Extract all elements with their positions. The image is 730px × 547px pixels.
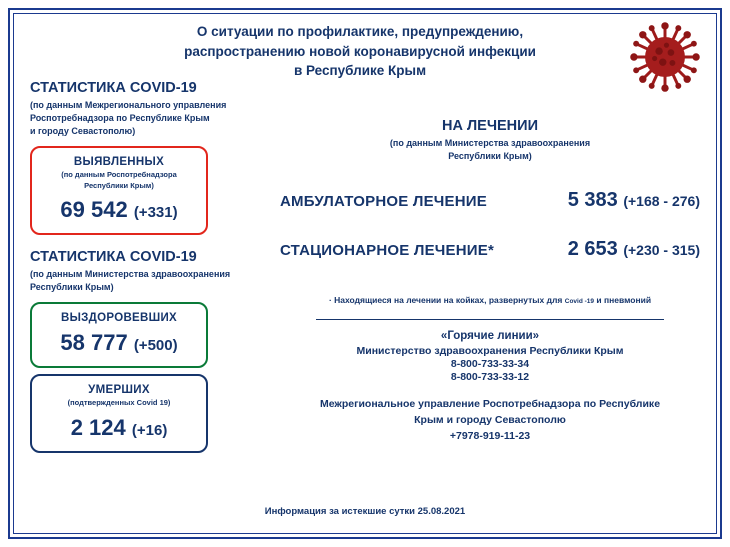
stat-box-deaths-value: 2 124 bbox=[70, 414, 126, 440]
section-subtitle-1-line3: и городу Севастополю) bbox=[30, 126, 136, 137]
hotlines-org-rospotreb bbox=[280, 397, 700, 429]
stat-box-deaths-label: УМЕРШИХ bbox=[88, 384, 150, 397]
stat-box-detected bbox=[30, 146, 208, 235]
stat-box-recovered-label: ВЫЗДОРОВЕВШИХ bbox=[60, 312, 178, 325]
footnote-part-2: и пневмоний bbox=[596, 295, 652, 306]
stat-box-recovered bbox=[30, 302, 208, 368]
stat-box-deaths-value-row bbox=[38, 415, 200, 441]
treatment-outpatient-value: 5 383 bbox=[567, 189, 618, 212]
hotlines-org-rospotreb-line1: Межрегиональное управление Роспотребнадзора по Республике bbox=[319, 398, 661, 411]
treatment-outpatient-delta: (+168 - 276) bbox=[623, 193, 700, 210]
coronavirus-icon bbox=[628, 20, 702, 94]
section-subtitle-1-line1: (по данным Межрегионального управления bbox=[30, 100, 227, 110]
stat-box-recovered-value-row bbox=[38, 330, 200, 356]
hotlines-phone-3: +7978-919-11-23 bbox=[449, 429, 531, 442]
hotlines-block bbox=[280, 330, 700, 442]
footnote-part-1: · Находящиеся на лечении на койках, развернутых для bbox=[328, 295, 563, 306]
hotlines-phone-1: 8-800-733-33-34 bbox=[450, 358, 530, 371]
footnote-small: Covid -19 bbox=[564, 298, 595, 306]
hotlines-org-rospotreb-line2: Крым и городу Севастополю bbox=[414, 413, 566, 426]
treatment-subtitle-line1: (по данным Министерства здравоохранения bbox=[389, 138, 591, 148]
section-divider bbox=[316, 319, 664, 320]
stat-box-recovered-value: 58 777 bbox=[60, 330, 128, 356]
title-line-3: в Республике Крым bbox=[293, 63, 427, 79]
stat-box-detected-value: 69 542 bbox=[60, 197, 128, 223]
section-subtitle-2 bbox=[30, 268, 270, 294]
title-line-2: распространению новой коронавирусной инфекции bbox=[184, 43, 536, 59]
hotlines-title: «Горячие линии» bbox=[440, 330, 540, 343]
page-title bbox=[150, 22, 570, 81]
stat-box-detected-value-row bbox=[38, 197, 200, 223]
stat-box-deaths-delta: (+16) bbox=[131, 421, 168, 439]
treatment-outpatient-label: АМБУЛАТОРНОЕ ЛЕЧЕНИЕ bbox=[280, 193, 487, 211]
stat-box-detected-label: ВЫЯВЛЕННЫХ bbox=[73, 156, 165, 169]
section-covid-stat-rospotreb bbox=[30, 80, 270, 235]
left-statistics-column bbox=[30, 80, 270, 453]
hotlines-org-minzdrav: Министерство здравоохранения Республики Крым bbox=[356, 345, 624, 358]
stat-box-deaths-sub-line1: (подтвержденных Covid 19) bbox=[67, 398, 171, 408]
footer-date: Информация за истекшие сутки 25.08.2021 bbox=[264, 506, 466, 517]
stat-box-deaths bbox=[30, 374, 208, 453]
stat-box-detected-sub bbox=[38, 170, 200, 191]
treatment-title: НА ЛЕЧЕНИИ bbox=[442, 118, 538, 134]
treatment-column bbox=[280, 118, 700, 442]
treatment-outpatient-value-row bbox=[568, 189, 700, 212]
treatment-inpatient-value-row bbox=[568, 238, 700, 261]
section-subtitle-1-line2: Роспотребнадзора по Республике Крым bbox=[30, 113, 210, 124]
treatment-subtitle-line2: Республики Крым) bbox=[448, 151, 532, 162]
section-title-2: СТАТИСТИКА COVID-19 bbox=[30, 249, 197, 266]
treatment-subtitle bbox=[280, 137, 700, 163]
treatment-inpatient-label: СТАЦИОНАРНОЕ ЛЕЧЕНИЕ* bbox=[280, 242, 494, 260]
hotlines-phone-2: 8-800-733-33-12 bbox=[450, 371, 530, 384]
treatment-footnote bbox=[280, 295, 700, 305]
section-subtitle-2-line2: Республики Крым) bbox=[30, 282, 114, 293]
stat-box-detected-sub-line1: (по данным Роспотребнадзора bbox=[61, 170, 177, 180]
stat-box-recovered-delta: (+500) bbox=[133, 337, 178, 355]
treatment-inpatient-delta: (+230 - 315) bbox=[623, 242, 700, 259]
treatment-row-outpatient bbox=[280, 189, 700, 212]
stat-box-deaths-sub bbox=[38, 398, 200, 409]
section-covid-stat-minzdrav bbox=[30, 249, 270, 453]
stat-box-detected-delta: (+331) bbox=[133, 204, 178, 222]
treatment-inpatient-value: 2 653 bbox=[567, 238, 618, 261]
treatment-row-inpatient bbox=[280, 238, 700, 261]
stat-box-detected-sub-line2: Республики Крым) bbox=[84, 180, 154, 190]
section-subtitle-2-line1: (по данным Министерства здравоохранения bbox=[30, 269, 231, 280]
title-line-1: О ситуации по профилактике, предупреждению, bbox=[196, 24, 524, 39]
section-subtitle-1 bbox=[30, 99, 270, 138]
section-title-1: СТАТИСТИКА COVID-19 bbox=[30, 80, 197, 96]
